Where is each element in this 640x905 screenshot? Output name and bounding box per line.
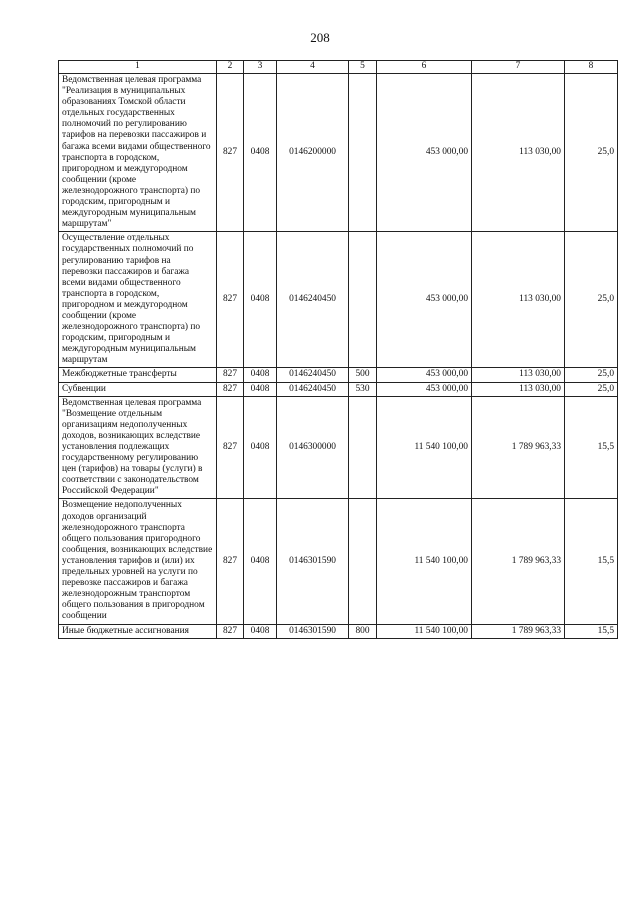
- row-name-cell: Межбюджетные трансферты: [59, 368, 217, 382]
- section-code-cell: 0408: [244, 74, 277, 232]
- expense-type-cell: [349, 499, 377, 624]
- plan-amount-cell: 453 000,00: [377, 368, 472, 382]
- plan-amount-cell: 453 000,00: [377, 74, 472, 232]
- percent-cell: 15,5: [565, 499, 618, 624]
- ministry-code-cell: 827: [217, 382, 244, 396]
- plan-amount-cell: 453 000,00: [377, 382, 472, 396]
- percent-cell: 25,0: [565, 382, 618, 396]
- header-row: [59, 61, 618, 74]
- row-name-cell: Субвенции: [59, 382, 217, 396]
- target-article-cell: 0146240450: [277, 382, 349, 396]
- target-article-cell: 0146301590: [277, 624, 349, 638]
- row-name-cell: Ведомственная целевая программа "Реализация в муниципальных образованиях Томской области отдельных государственных полномочий по регулированию тарифов на перевозки пассажиров и багажа всеми видами общественного транспорта в городском, пригородном и междугородном сообщении (кроме железнодорожного транспорта) по городским, пригородным и междугородным муниципальным маршрутам": [59, 74, 217, 232]
- table-row: [59, 396, 618, 499]
- plan-amount-cell: 11 540 100,00: [377, 396, 472, 499]
- target-article-cell: 0146200000: [277, 74, 349, 232]
- expense-type-cell: [349, 396, 377, 499]
- ministry-code-cell: 827: [217, 232, 244, 368]
- header-cell-8: 8: [565, 61, 618, 74]
- row-name-cell: Осуществление отдельных государственных полномочий по регулированию тарифов на перевозки пассажиров и багажа всеми видами общественного транспорта в городском, пригородном и междугородном сообщении (кроме железнодорожного транспорта) по городским, пригородным и междугородным муниципальным маршрутам: [59, 232, 217, 368]
- target-article-cell: 0146300000: [277, 396, 349, 499]
- percent-cell: 25,0: [565, 232, 618, 368]
- plan-amount-cell: 11 540 100,00: [377, 499, 472, 624]
- row-name-cell: Возмещение недополученных доходов организаций железнодорожного транспорта общего пользования пригородного сообщения, возникающих вследствие установления тарифов и (или) их предельных уровней на услуги по перевозке пассажиров и багажа железнодорожным транспортом общего пользования в пригородном сообщении: [59, 499, 217, 624]
- percent-cell: 15,5: [565, 624, 618, 638]
- header-cell-1: 1: [59, 61, 217, 74]
- plan-amount-cell: 11 540 100,00: [377, 624, 472, 638]
- expense-type-cell: 800: [349, 624, 377, 638]
- table-row: [59, 368, 618, 382]
- actual-amount-cell: 113 030,00: [472, 368, 565, 382]
- expense-type-cell: [349, 232, 377, 368]
- page-number: 208: [310, 30, 330, 45]
- percent-cell: 25,0: [565, 74, 618, 232]
- table-row: [59, 232, 618, 368]
- budget-table: [58, 60, 618, 639]
- actual-amount-cell: 1 789 963,33: [472, 396, 565, 499]
- table-row: [59, 624, 618, 638]
- target-article-cell: 0146301590: [277, 499, 349, 624]
- table-row: [59, 74, 618, 232]
- section-code-cell: 0408: [244, 382, 277, 396]
- expense-type-cell: 500: [349, 368, 377, 382]
- ministry-code-cell: 827: [217, 368, 244, 382]
- actual-amount-cell: 1 789 963,33: [472, 624, 565, 638]
- expense-type-cell: [349, 74, 377, 232]
- ministry-code-cell: 827: [217, 624, 244, 638]
- actual-amount-cell: 1 789 963,33: [472, 499, 565, 624]
- header-cell-4: 4: [277, 61, 349, 74]
- row-name-cell: Ведомственная целевая программа "Возмещение отдельным организациям недополученных доходов, возникающих вследствие установления подлежащих государственному регулированию цен (тарифов) на товары (услуги) в соответствии с законодательством Российской Федерации": [59, 396, 217, 499]
- header-cell-7: 7: [472, 61, 565, 74]
- expense-type-cell: 530: [349, 382, 377, 396]
- ministry-code-cell: 827: [217, 396, 244, 499]
- table-row: [59, 382, 618, 396]
- section-code-cell: 0408: [244, 396, 277, 499]
- section-code-cell: 0408: [244, 368, 277, 382]
- row-name-cell: Иные бюджетные ассигнования: [59, 624, 217, 638]
- percent-cell: 25,0: [565, 368, 618, 382]
- table-row: [59, 499, 618, 624]
- header-cell-3: 3: [244, 61, 277, 74]
- section-code-cell: 0408: [244, 232, 277, 368]
- section-code-cell: 0408: [244, 499, 277, 624]
- actual-amount-cell: 113 030,00: [472, 232, 565, 368]
- ministry-code-cell: 827: [217, 499, 244, 624]
- actual-amount-cell: 113 030,00: [472, 382, 565, 396]
- section-code-cell: 0408: [244, 624, 277, 638]
- ministry-code-cell: 827: [217, 74, 244, 232]
- header-cell-2: 2: [217, 61, 244, 74]
- plan-amount-cell: 453 000,00: [377, 232, 472, 368]
- header-cell-5: 5: [349, 61, 377, 74]
- header-cell-6: 6: [377, 61, 472, 74]
- target-article-cell: 0146240450: [277, 368, 349, 382]
- target-article-cell: 0146240450: [277, 232, 349, 368]
- actual-amount-cell: 113 030,00: [472, 74, 565, 232]
- percent-cell: 15,5: [565, 396, 618, 499]
